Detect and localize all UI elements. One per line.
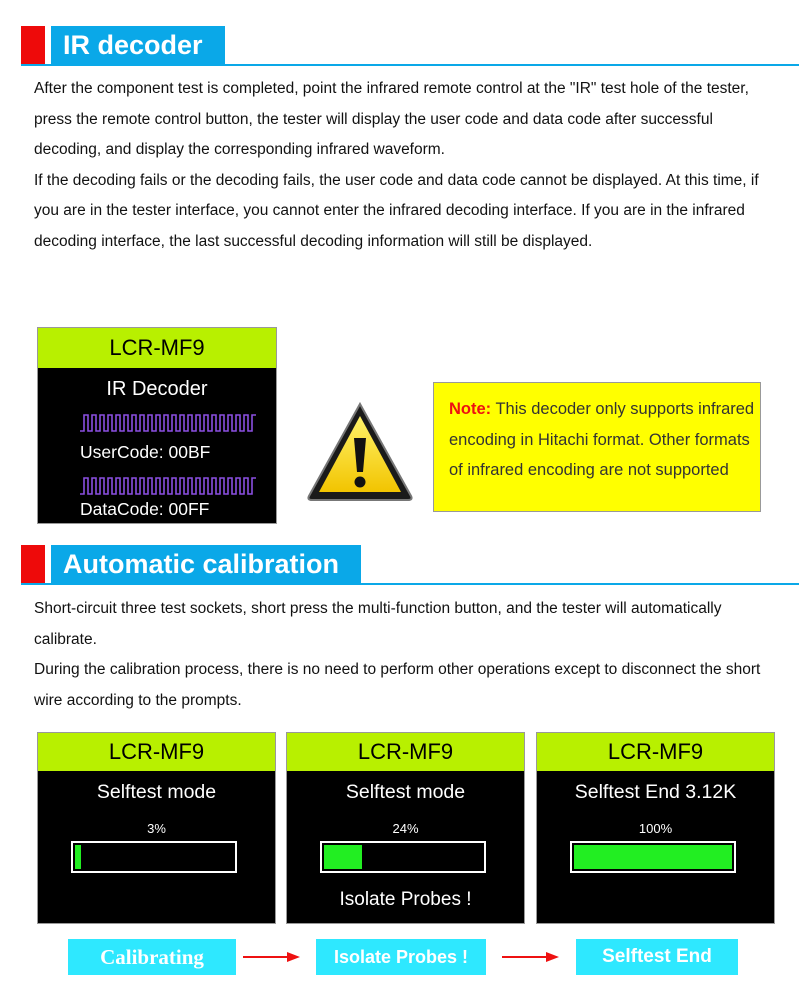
data-code: DataCode: 00FF [80, 499, 210, 519]
screen-status: Selftest mode [96, 781, 217, 803]
progress-fill [75, 845, 81, 869]
calibration-screen-2 [286, 732, 525, 924]
warning-triangle-icon [305, 400, 415, 502]
progress-percent: 24% [392, 821, 419, 836]
arrow-right-icon [502, 951, 560, 963]
paragraph: During the calibration process, there is no need to perform other operations except to disconnect the short wire according to the prompts. [34, 661, 761, 709]
paragraph: After the component test is completed, point the infrared remote control at the "IR" test hole of the tester, press the remote control button, the tester will display the user code and data code after successful decoding, and display the corresponding infrared waveform. [34, 80, 749, 158]
note-text: This decoder only supports infrared encoding in Hitachi format. Other formats of infrared encoding are not supported [449, 400, 755, 479]
flow-step-calibrating: Calibrating [68, 939, 236, 975]
section-marker [21, 26, 45, 64]
progress-percent: 3% [147, 821, 166, 836]
user-code: UserCode: 00BF [80, 442, 211, 462]
paragraph: If the decoding fails or the decoding fails, the user code and data code cannot be displayed. At this time, if you are in the tester interface, you cannot enter the infrared decoding interface. If you are in the infrared decoding interface, the last successful decoding information will still be displayed. [34, 171, 759, 250]
section-title: Automatic calibration [51, 545, 361, 583]
screen-model-title: LCR-MF9 [287, 733, 524, 771]
flow-step-selftest-end: Selftest End [576, 939, 738, 975]
progress-fill [574, 845, 732, 869]
screen-status: Selftest mode [345, 781, 466, 803]
screen-mode-label: IR Decoder [106, 378, 208, 400]
ir-description [34, 74, 784, 257]
screen-message: Isolate Probes ! [339, 889, 472, 910]
waveform-icon [80, 412, 256, 434]
section-title: IR decoder [51, 26, 225, 64]
flow-step-isolate-probes: Isolate Probes ! [316, 939, 486, 975]
section-underline [21, 64, 799, 66]
progress-percent: 100% [638, 821, 673, 836]
calibration-screen-1 [37, 732, 276, 924]
progress-bar [71, 841, 237, 873]
calibration-description [34, 594, 784, 716]
screen-model-title: LCR-MF9 [38, 328, 276, 368]
screen-model-title: LCR-MF9 [38, 733, 275, 771]
calibration-screen-3 [536, 732, 775, 924]
progress-bar [570, 841, 736, 873]
screen-model-title: LCR-MF9 [537, 733, 774, 771]
screen-status: Selftest End 3.12K [574, 781, 737, 803]
progress-fill [324, 845, 362, 869]
paragraph: Short-circuit three test sockets, short press the multi-function button, and the tester will automatically calibrate. [34, 600, 722, 648]
note-box [433, 382, 761, 512]
note-label: Note: [449, 400, 492, 418]
waveform-icon [80, 475, 256, 497]
section-underline [21, 583, 799, 585]
arrow-right-icon [243, 951, 301, 963]
ir-decoder-screen [37, 327, 277, 524]
section-marker [21, 545, 45, 583]
progress-bar [320, 841, 486, 873]
